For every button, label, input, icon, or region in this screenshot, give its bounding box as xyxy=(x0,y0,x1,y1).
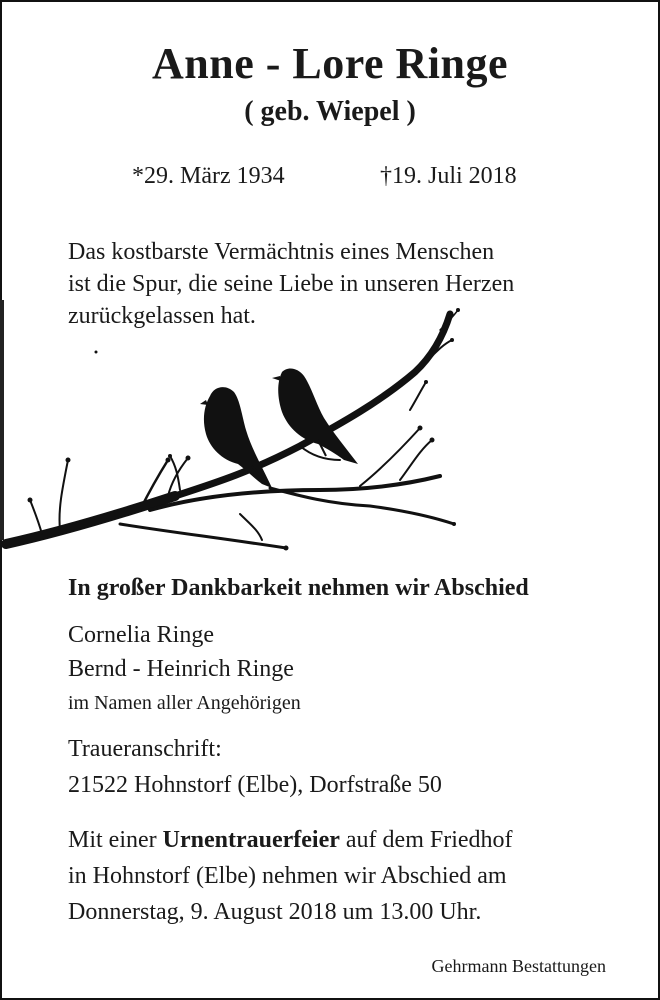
service-line-2: in Hohnstorf (Elbe) nehmen wir Abschied am xyxy=(68,863,507,889)
mourner-name: Cornelia Ringe xyxy=(68,622,214,648)
birds-on-branch-icon xyxy=(0,300,660,560)
undertaker-name: Gehrmann Bestattungen xyxy=(431,956,606,976)
quote-line: ist die Spur, die seine Liebe in unseren Herzen xyxy=(68,271,515,297)
on-behalf-note: im Namen aller Angehörigen xyxy=(68,692,301,714)
address-value: 21522 Hohnstorf (Elbe), Dorfstraße 50 xyxy=(68,772,442,798)
birth-name: ( geb. Wiepel ) xyxy=(244,96,416,127)
death-date: †19. Juli 2018 xyxy=(380,163,517,189)
farewell-heading: In großer Dankbarkeit nehmen wir Abschied xyxy=(68,575,529,601)
service-text: Mit einer xyxy=(68,827,163,853)
service-notice xyxy=(68,822,513,930)
service-line-3: Donnerstag, 9. August 2018 um 13.00 Uhr. xyxy=(68,899,482,925)
mourner-name: Bernd - Heinrich Ringe xyxy=(68,656,294,682)
service-line-1 xyxy=(68,822,513,858)
birth-date: *29. März 1934 xyxy=(132,163,285,189)
quote-line: zurückgelassen hat. xyxy=(68,303,256,329)
service-text: auf dem Friedhof xyxy=(339,827,513,853)
quote-line: Das kostbarste Vermächtnis eines Menschen xyxy=(68,239,495,265)
service-type: Urnentrauerfeier xyxy=(162,827,340,853)
address-label: Traueranschrift: xyxy=(68,736,222,762)
deceased-name: Anne - Lore Ringe xyxy=(151,39,508,88)
